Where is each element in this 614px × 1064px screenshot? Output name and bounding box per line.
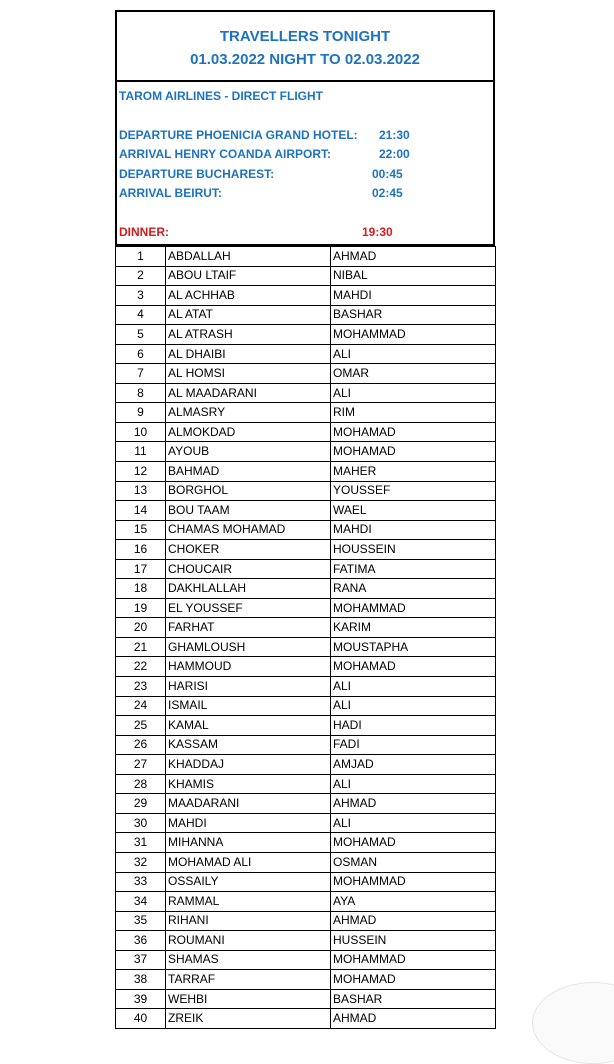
- last-name-cell: BOU TAAM: [166, 501, 331, 521]
- table-row: [116, 442, 496, 462]
- table-row: [116, 559, 496, 579]
- row-number-cell: 10: [116, 422, 166, 442]
- last-name-cell: RIHANI: [166, 911, 331, 931]
- arrival-beirut-time: 02:45: [372, 186, 403, 200]
- last-name-cell: MAHDI: [166, 813, 331, 833]
- table-row: [116, 520, 496, 540]
- row-number-cell: 23: [116, 677, 166, 697]
- first-name-cell: MOUSTAPHA: [331, 637, 496, 657]
- first-name-cell: MOHAMAD: [331, 970, 496, 990]
- table-row: [116, 716, 496, 736]
- first-name-cell: ALI: [331, 774, 496, 794]
- first-name-cell: MAHDI: [331, 520, 496, 540]
- dinner-label: DINNER:: [119, 225, 169, 239]
- table-row: [116, 892, 496, 912]
- table-row: [116, 931, 496, 951]
- last-name-cell: AL ATRASH: [166, 325, 331, 345]
- table-row: [116, 618, 496, 638]
- first-name-cell: ALI: [331, 813, 496, 833]
- row-number-cell: 19: [116, 598, 166, 618]
- table-row: [116, 872, 496, 892]
- table-row: [116, 755, 496, 775]
- last-name-cell: CHOKER: [166, 540, 331, 560]
- row-number-cell: 4: [116, 305, 166, 325]
- flight-info-box: [115, 82, 495, 246]
- row-number-cell: 32: [116, 852, 166, 872]
- arrival-airport-label: ARRIVAL HENRY COANDA AIRPORT:: [119, 147, 332, 161]
- first-name-cell: KARIM: [331, 618, 496, 638]
- first-name-cell: MOHAMAD: [331, 657, 496, 677]
- row-number-cell: 22: [116, 657, 166, 677]
- last-name-cell: RAMMAL: [166, 892, 331, 912]
- departure-hotel-label: DEPARTURE PHOENICIA GRAND HOTEL:: [119, 128, 358, 142]
- table-row: [116, 364, 496, 384]
- first-name-cell: MOHAMMAD: [331, 325, 496, 345]
- first-name-cell: HUSSEIN: [331, 931, 496, 951]
- first-name-cell: AHMAD: [331, 911, 496, 931]
- row-number-cell: 16: [116, 540, 166, 560]
- first-name-cell: MAHER: [331, 462, 496, 482]
- row-number-cell: 24: [116, 696, 166, 716]
- first-name-cell: OMAR: [331, 364, 496, 384]
- row-number-cell: 5: [116, 325, 166, 345]
- first-name-cell: MOHAMMAD: [331, 950, 496, 970]
- table-row: [116, 462, 496, 482]
- departure-bucharest-label: DEPARTURE BUCHAREST:: [119, 167, 275, 181]
- table-row: [116, 989, 496, 1009]
- table-row: [116, 833, 496, 853]
- table-row: [116, 481, 496, 501]
- row-number-cell: 25: [116, 716, 166, 736]
- first-name-cell: AHMAD: [331, 247, 496, 267]
- first-name-cell: AYA: [331, 892, 496, 912]
- first-name-cell: FATIMA: [331, 559, 496, 579]
- first-name-cell: AMJAD: [331, 755, 496, 775]
- last-name-cell: AL ACHHAB: [166, 286, 331, 306]
- last-name-cell: AL DHAIBI: [166, 344, 331, 364]
- title-box: [115, 10, 495, 82]
- table-row: [116, 403, 496, 423]
- table-row: [116, 677, 496, 697]
- first-name-cell: RANA: [331, 579, 496, 599]
- first-name-cell: WAEL: [331, 501, 496, 521]
- first-name-cell: MAHDI: [331, 286, 496, 306]
- table-row: [116, 501, 496, 521]
- dinner-time: 19:30: [362, 225, 393, 239]
- last-name-cell: OSSAILY: [166, 872, 331, 892]
- last-name-cell: HAMMOUD: [166, 657, 331, 677]
- table-row: [116, 266, 496, 286]
- row-number-cell: 28: [116, 774, 166, 794]
- row-number-cell: 35: [116, 911, 166, 931]
- table-row: [116, 383, 496, 403]
- airline-label: TAROM AIRLINES - DIRECT FLIGHT: [119, 89, 323, 103]
- last-name-cell: CHAMAS MOHAMAD: [166, 520, 331, 540]
- first-name-cell: MOHAMMAD: [331, 872, 496, 892]
- first-name-cell: BASHAR: [331, 989, 496, 1009]
- row-number-cell: 12: [116, 462, 166, 482]
- table-row: [116, 325, 496, 345]
- last-name-cell: SHAMAS: [166, 950, 331, 970]
- row-number-cell: 7: [116, 364, 166, 384]
- title-line-2: 01.03.2022 NIGHT TO 02.03.2022: [190, 51, 420, 68]
- row-number-cell: 17: [116, 559, 166, 579]
- last-name-cell: DAKHLALLAH: [166, 579, 331, 599]
- table-row: [116, 1009, 496, 1029]
- last-name-cell: AL MAADARANI: [166, 383, 331, 403]
- first-name-cell: HOUSSEIN: [331, 540, 496, 560]
- first-name-cell: ALI: [331, 696, 496, 716]
- table-row: [116, 774, 496, 794]
- first-name-cell: ALI: [331, 383, 496, 403]
- last-name-cell: MAADARANI: [166, 794, 331, 814]
- row-number-cell: 34: [116, 892, 166, 912]
- table-row: [116, 286, 496, 306]
- table-row: [116, 813, 496, 833]
- table-row: [116, 735, 496, 755]
- last-name-cell: BORGHOL: [166, 481, 331, 501]
- travellers-table-body: [116, 247, 496, 1029]
- travellers-table: [115, 246, 496, 1029]
- first-name-cell: BASHAR: [331, 305, 496, 325]
- row-number-cell: 6: [116, 344, 166, 364]
- last-name-cell: EL YOUSSEF: [166, 598, 331, 618]
- first-name-cell: OSMAN: [331, 852, 496, 872]
- last-name-cell: BAHMAD: [166, 462, 331, 482]
- last-name-cell: GHAMLOUSH: [166, 637, 331, 657]
- table-row: [116, 579, 496, 599]
- first-name-cell: HADI: [331, 716, 496, 736]
- departure-hotel-time: 21:30: [379, 128, 410, 142]
- row-number-cell: 29: [116, 794, 166, 814]
- table-row: [116, 540, 496, 560]
- first-name-cell: NIBAL: [331, 266, 496, 286]
- row-number-cell: 39: [116, 989, 166, 1009]
- last-name-cell: HARISI: [166, 677, 331, 697]
- table-row: [116, 852, 496, 872]
- last-name-cell: ALMOKDAD: [166, 422, 331, 442]
- row-number-cell: 2: [116, 266, 166, 286]
- first-name-cell: MOHAMMAD: [331, 598, 496, 618]
- last-name-cell: ROUMANI: [166, 931, 331, 951]
- table-row: [116, 305, 496, 325]
- row-number-cell: 40: [116, 1009, 166, 1029]
- table-row: [116, 247, 496, 267]
- row-number-cell: 8: [116, 383, 166, 403]
- first-name-cell: FADI: [331, 735, 496, 755]
- row-number-cell: 33: [116, 872, 166, 892]
- arrival-beirut-label: ARRIVAL BEIRUT:: [119, 186, 222, 200]
- row-number-cell: 20: [116, 618, 166, 638]
- title-line-1: TRAVELLERS TONIGHT: [219, 28, 391, 45]
- first-name-cell: MOHAMAD: [331, 442, 496, 462]
- row-number-cell: 3: [116, 286, 166, 306]
- last-name-cell: KASSAM: [166, 735, 331, 755]
- table-row: [116, 598, 496, 618]
- last-name-cell: TARRAF: [166, 970, 331, 990]
- last-name-cell: KHAMIS: [166, 774, 331, 794]
- first-name-cell: MOHAMAD: [331, 422, 496, 442]
- first-name-cell: MOHAMAD: [331, 833, 496, 853]
- table-row: [116, 950, 496, 970]
- last-name-cell: MIHANNA: [166, 833, 331, 853]
- row-number-cell: 21: [116, 637, 166, 657]
- page-corner-shape: [532, 982, 614, 1064]
- table-row: [116, 696, 496, 716]
- travellers-document: [115, 10, 495, 1029]
- last-name-cell: CHOUCAIR: [166, 559, 331, 579]
- row-number-cell: 38: [116, 970, 166, 990]
- row-number-cell: 36: [116, 931, 166, 951]
- first-name-cell: AHMAD: [331, 1009, 496, 1029]
- departure-bucharest-time: 00:45: [372, 167, 403, 181]
- row-number-cell: 15: [116, 520, 166, 540]
- last-name-cell: ABOU LTAIF: [166, 266, 331, 286]
- table-row: [116, 911, 496, 931]
- row-number-cell: 13: [116, 481, 166, 501]
- first-name-cell: RIM: [331, 403, 496, 423]
- table-row: [116, 657, 496, 677]
- row-number-cell: 31: [116, 833, 166, 853]
- last-name-cell: ZREIK: [166, 1009, 331, 1029]
- first-name-cell: ALI: [331, 677, 496, 697]
- row-number-cell: 11: [116, 442, 166, 462]
- table-row: [116, 422, 496, 442]
- row-number-cell: 14: [116, 501, 166, 521]
- last-name-cell: WEHBI: [166, 989, 331, 1009]
- last-name-cell: KHADDAJ: [166, 755, 331, 775]
- last-name-cell: MOHAMAD ALI: [166, 852, 331, 872]
- first-name-cell: ALI: [331, 344, 496, 364]
- row-number-cell: 18: [116, 579, 166, 599]
- last-name-cell: KAMAL: [166, 716, 331, 736]
- table-row: [116, 794, 496, 814]
- arrival-airport-time: 22:00: [379, 147, 410, 161]
- last-name-cell: ISMAIL: [166, 696, 331, 716]
- row-number-cell: 27: [116, 755, 166, 775]
- first-name-cell: AHMAD: [331, 794, 496, 814]
- last-name-cell: FARHAT: [166, 618, 331, 638]
- last-name-cell: AYOUB: [166, 442, 331, 462]
- table-row: [116, 637, 496, 657]
- first-name-cell: YOUSSEF: [331, 481, 496, 501]
- row-number-cell: 9: [116, 403, 166, 423]
- last-name-cell: ALMASRY: [166, 403, 331, 423]
- last-name-cell: ABDALLAH: [166, 247, 331, 267]
- row-number-cell: 1: [116, 247, 166, 267]
- row-number-cell: 30: [116, 813, 166, 833]
- last-name-cell: AL ATAT: [166, 305, 331, 325]
- row-number-cell: 26: [116, 735, 166, 755]
- row-number-cell: 37: [116, 950, 166, 970]
- last-name-cell: AL HOMSI: [166, 364, 331, 384]
- table-row: [116, 970, 496, 990]
- table-row: [116, 344, 496, 364]
